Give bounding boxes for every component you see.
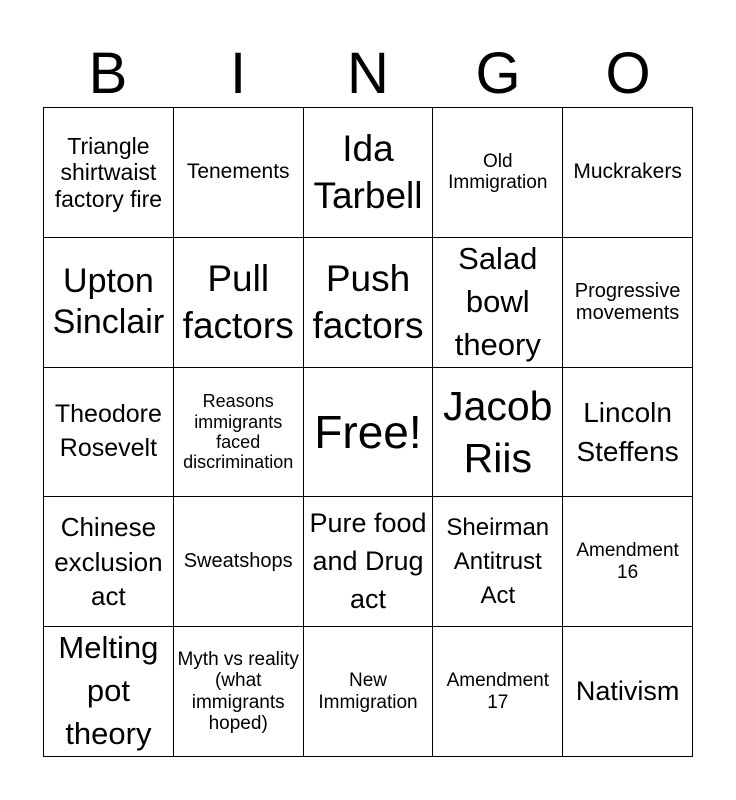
cell-label: Nativism <box>575 676 680 707</box>
bingo-cell[interactable] <box>433 497 563 627</box>
bingo-cell[interactable] <box>44 108 174 238</box>
bingo-cell[interactable] <box>563 108 693 238</box>
cell-label: Old Immigration <box>448 150 548 194</box>
cell-label: Lincoln Steffens <box>576 396 679 467</box>
cell-label: New Immigration <box>318 670 418 713</box>
bingo-cell[interactable] <box>563 238 693 368</box>
cell-label: Muckrakers <box>573 160 682 184</box>
bingo-cell[interactable] <box>304 238 434 368</box>
bingo-cell[interactable] <box>174 497 304 627</box>
bingo-board <box>43 107 693 757</box>
bingo-cell[interactable] <box>433 108 563 238</box>
cell-label: Amendment 17 <box>446 670 550 713</box>
bingo-cell[interactable] <box>174 368 304 498</box>
bingo-cell[interactable] <box>44 238 174 368</box>
bingo-cell[interactable] <box>304 627 434 757</box>
cell-label: Pull factors <box>182 257 294 347</box>
header-letter-o: O <box>605 41 651 106</box>
cell-label: Sweatshops <box>183 550 293 573</box>
bingo-cell[interactable] <box>563 497 693 627</box>
cell-label: Myth vs reality (what immigrants hoped) <box>177 648 299 735</box>
cell-label: Progressive movements <box>574 279 681 325</box>
bingo-header <box>43 40 693 108</box>
header-letter-n: N <box>347 41 389 106</box>
cell-label: Pure food and Drug act <box>309 508 427 614</box>
bingo-cell[interactable] <box>44 627 174 757</box>
bingo-cell[interactable] <box>563 368 693 498</box>
bingo-cell[interactable] <box>304 497 434 627</box>
cell-label: Reasons immigrants faced discrimination <box>183 391 294 473</box>
bingo-cell[interactable] <box>174 238 304 368</box>
cell-label: Push factors <box>312 257 424 347</box>
cell-label: Jacob Riis <box>443 382 553 481</box>
cell-label: Free! <box>314 405 422 458</box>
header-letter-i: I <box>229 41 247 106</box>
cell-label: Ida Tarbell <box>313 128 423 217</box>
bingo-cell[interactable] <box>433 368 563 498</box>
bingo-cell[interactable] <box>174 108 304 238</box>
cell-label: Upton Sinclair <box>52 261 165 342</box>
cell-label: Theodore Rosevelt <box>54 400 162 462</box>
cell-label: Melting pot theory <box>58 630 159 751</box>
bingo-cell[interactable] <box>304 368 434 498</box>
bingo-cell[interactable] <box>433 627 563 757</box>
bingo-cell[interactable] <box>174 627 304 757</box>
bingo-cell[interactable] <box>304 108 434 238</box>
cell-label: Salad bowl theory <box>454 241 541 362</box>
bingo-cell[interactable] <box>44 497 174 627</box>
cell-label: Tenements <box>186 160 290 184</box>
cell-label: Triangle shirtwaist factory fire <box>54 132 163 212</box>
cell-label: Amendment 16 <box>576 540 679 583</box>
header-letter-b: B <box>88 41 128 106</box>
cell-label: Chinese exclusion act <box>54 511 163 612</box>
bingo-cell[interactable] <box>563 627 693 757</box>
cell-label: Sheirman Antitrust Act <box>446 514 550 609</box>
bingo-cell[interactable] <box>44 368 174 498</box>
bingo-cell[interactable] <box>433 238 563 368</box>
header-letter-g: G <box>475 41 521 106</box>
